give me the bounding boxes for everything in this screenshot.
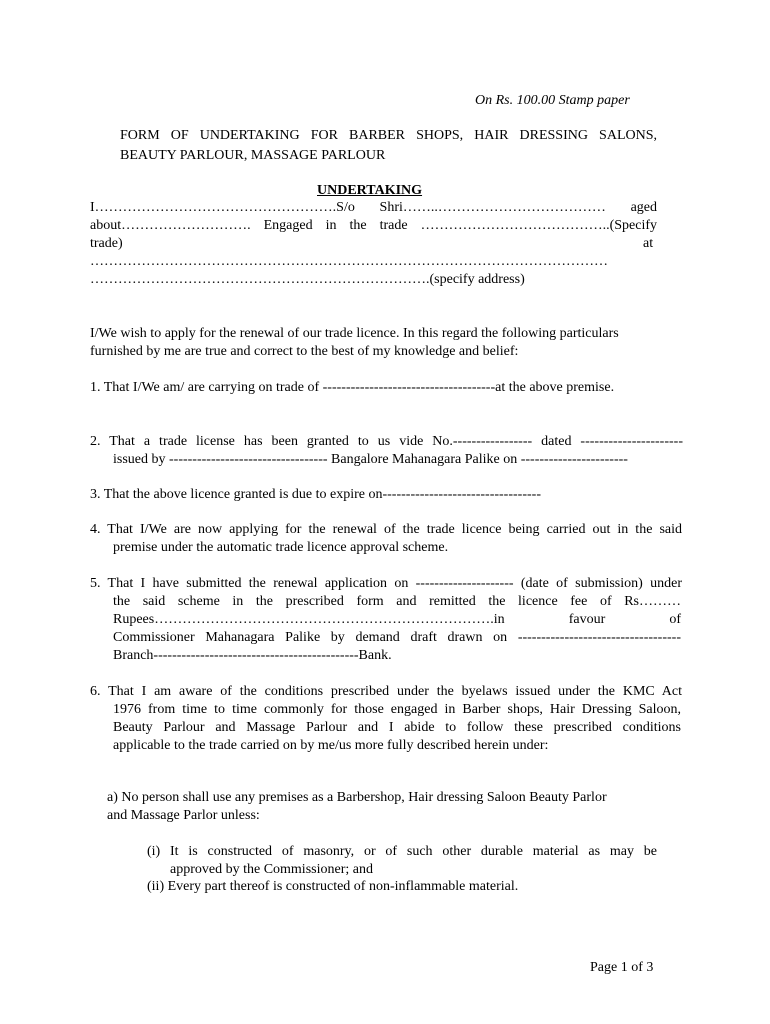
- item-3: 3. That the above licence granted is due to expire on----------------------------------: [90, 487, 541, 502]
- item-2-line2: issued by ---------------------------------- Bangalore Mahanagara Palike on -----------------------: [113, 452, 628, 467]
- declarant-line2: about………………………. Engaged in the trade …………………………………..(Specify: [90, 218, 657, 233]
- subcondition-i-line2: approved by the Commissioner; and: [170, 862, 373, 877]
- subcondition-ii: (ii) Every part thereof is constructed of non-inflammable material.: [147, 879, 519, 894]
- declarant-line3-left: trade): [90, 236, 123, 251]
- item-5-line5: Branch--------------------------------------------Bank.: [113, 648, 392, 663]
- condition-a-line2: and Massage Parlor unless:: [107, 808, 260, 823]
- declarant-line5: ……………………………………………………………….(specify address): [90, 272, 525, 287]
- item-6-line4: applicable to the trade carried on by me/us more fully described herein under:: [113, 738, 549, 753]
- item-5-line2: the said scheme in the prescribed form and remitted the licence fee of Rs………: [113, 594, 681, 609]
- item-6-line2: 1976 from time to time commonly for those engaged in Barber shops, Hair Dressing Saloon,: [113, 702, 681, 717]
- condition-a-line1: a) No person shall use any premises as a Barbershop, Hair dressing Saloon Beauty Parlor: [107, 790, 607, 805]
- page-number: Page 1 of 3: [590, 960, 654, 975]
- form-title-line1: FORM OF UNDERTAKING FOR BARBER SHOPS, HAIR DRESSING SALONS,: [120, 128, 657, 143]
- declarant-line3-right: at: [643, 236, 654, 251]
- declarant-line4: …………………………………………………………………………………………………: [90, 254, 608, 269]
- item-5-line1: 5. That I have submitted the renewal application on --------------------- (date of submission) under: [90, 576, 682, 591]
- intro-line2: furnished by me are true and correct to the best of my knowledge and belief:: [90, 344, 519, 359]
- item-5-line4: Commissioner Mahanagara Palike by demand draft drawn on -----------------------------------: [113, 630, 681, 645]
- item-6-line1: 6. That I am aware of the conditions prescribed under the byelaws issued under the KMC Act: [90, 684, 682, 699]
- declarant-line1: I…………………………………………….S/o Shri……..……………………………… aged: [90, 200, 657, 215]
- intro-line1: I/We wish to apply for the renewal of our trade licence. In this regard the following particulars: [90, 326, 619, 341]
- subcondition-i-line1: (i) It is constructed of masonry, or of such other durable material as may be: [147, 844, 657, 859]
- item-2-line1: 2. That a trade license has been granted to us vide No.----------------- dated ----------------------: [90, 434, 683, 449]
- item-4-line1: 4. That I/We are now applying for the renewal of the trade licence being carried out in the said: [90, 522, 682, 537]
- undertaking-heading: UNDERTAKING: [317, 183, 423, 198]
- form-title-line2: BEAUTY PARLOUR, MASSAGE PARLOUR: [120, 148, 386, 163]
- item-1: 1. That I/We am/ are carrying on trade of -------------------------------------at the above premise.: [90, 380, 615, 395]
- item-4-line2: premise under the automatic trade licence approval scheme.: [113, 540, 449, 555]
- item-5-line3: Rupees……………………………………………………………….in favour of: [113, 612, 681, 627]
- stamp-note: On Rs. 100.00 Stamp paper: [475, 93, 630, 108]
- item-6-line3: Beauty Parlour and Massage Parlour and I abide to follow these prescribed conditions: [113, 720, 681, 735]
